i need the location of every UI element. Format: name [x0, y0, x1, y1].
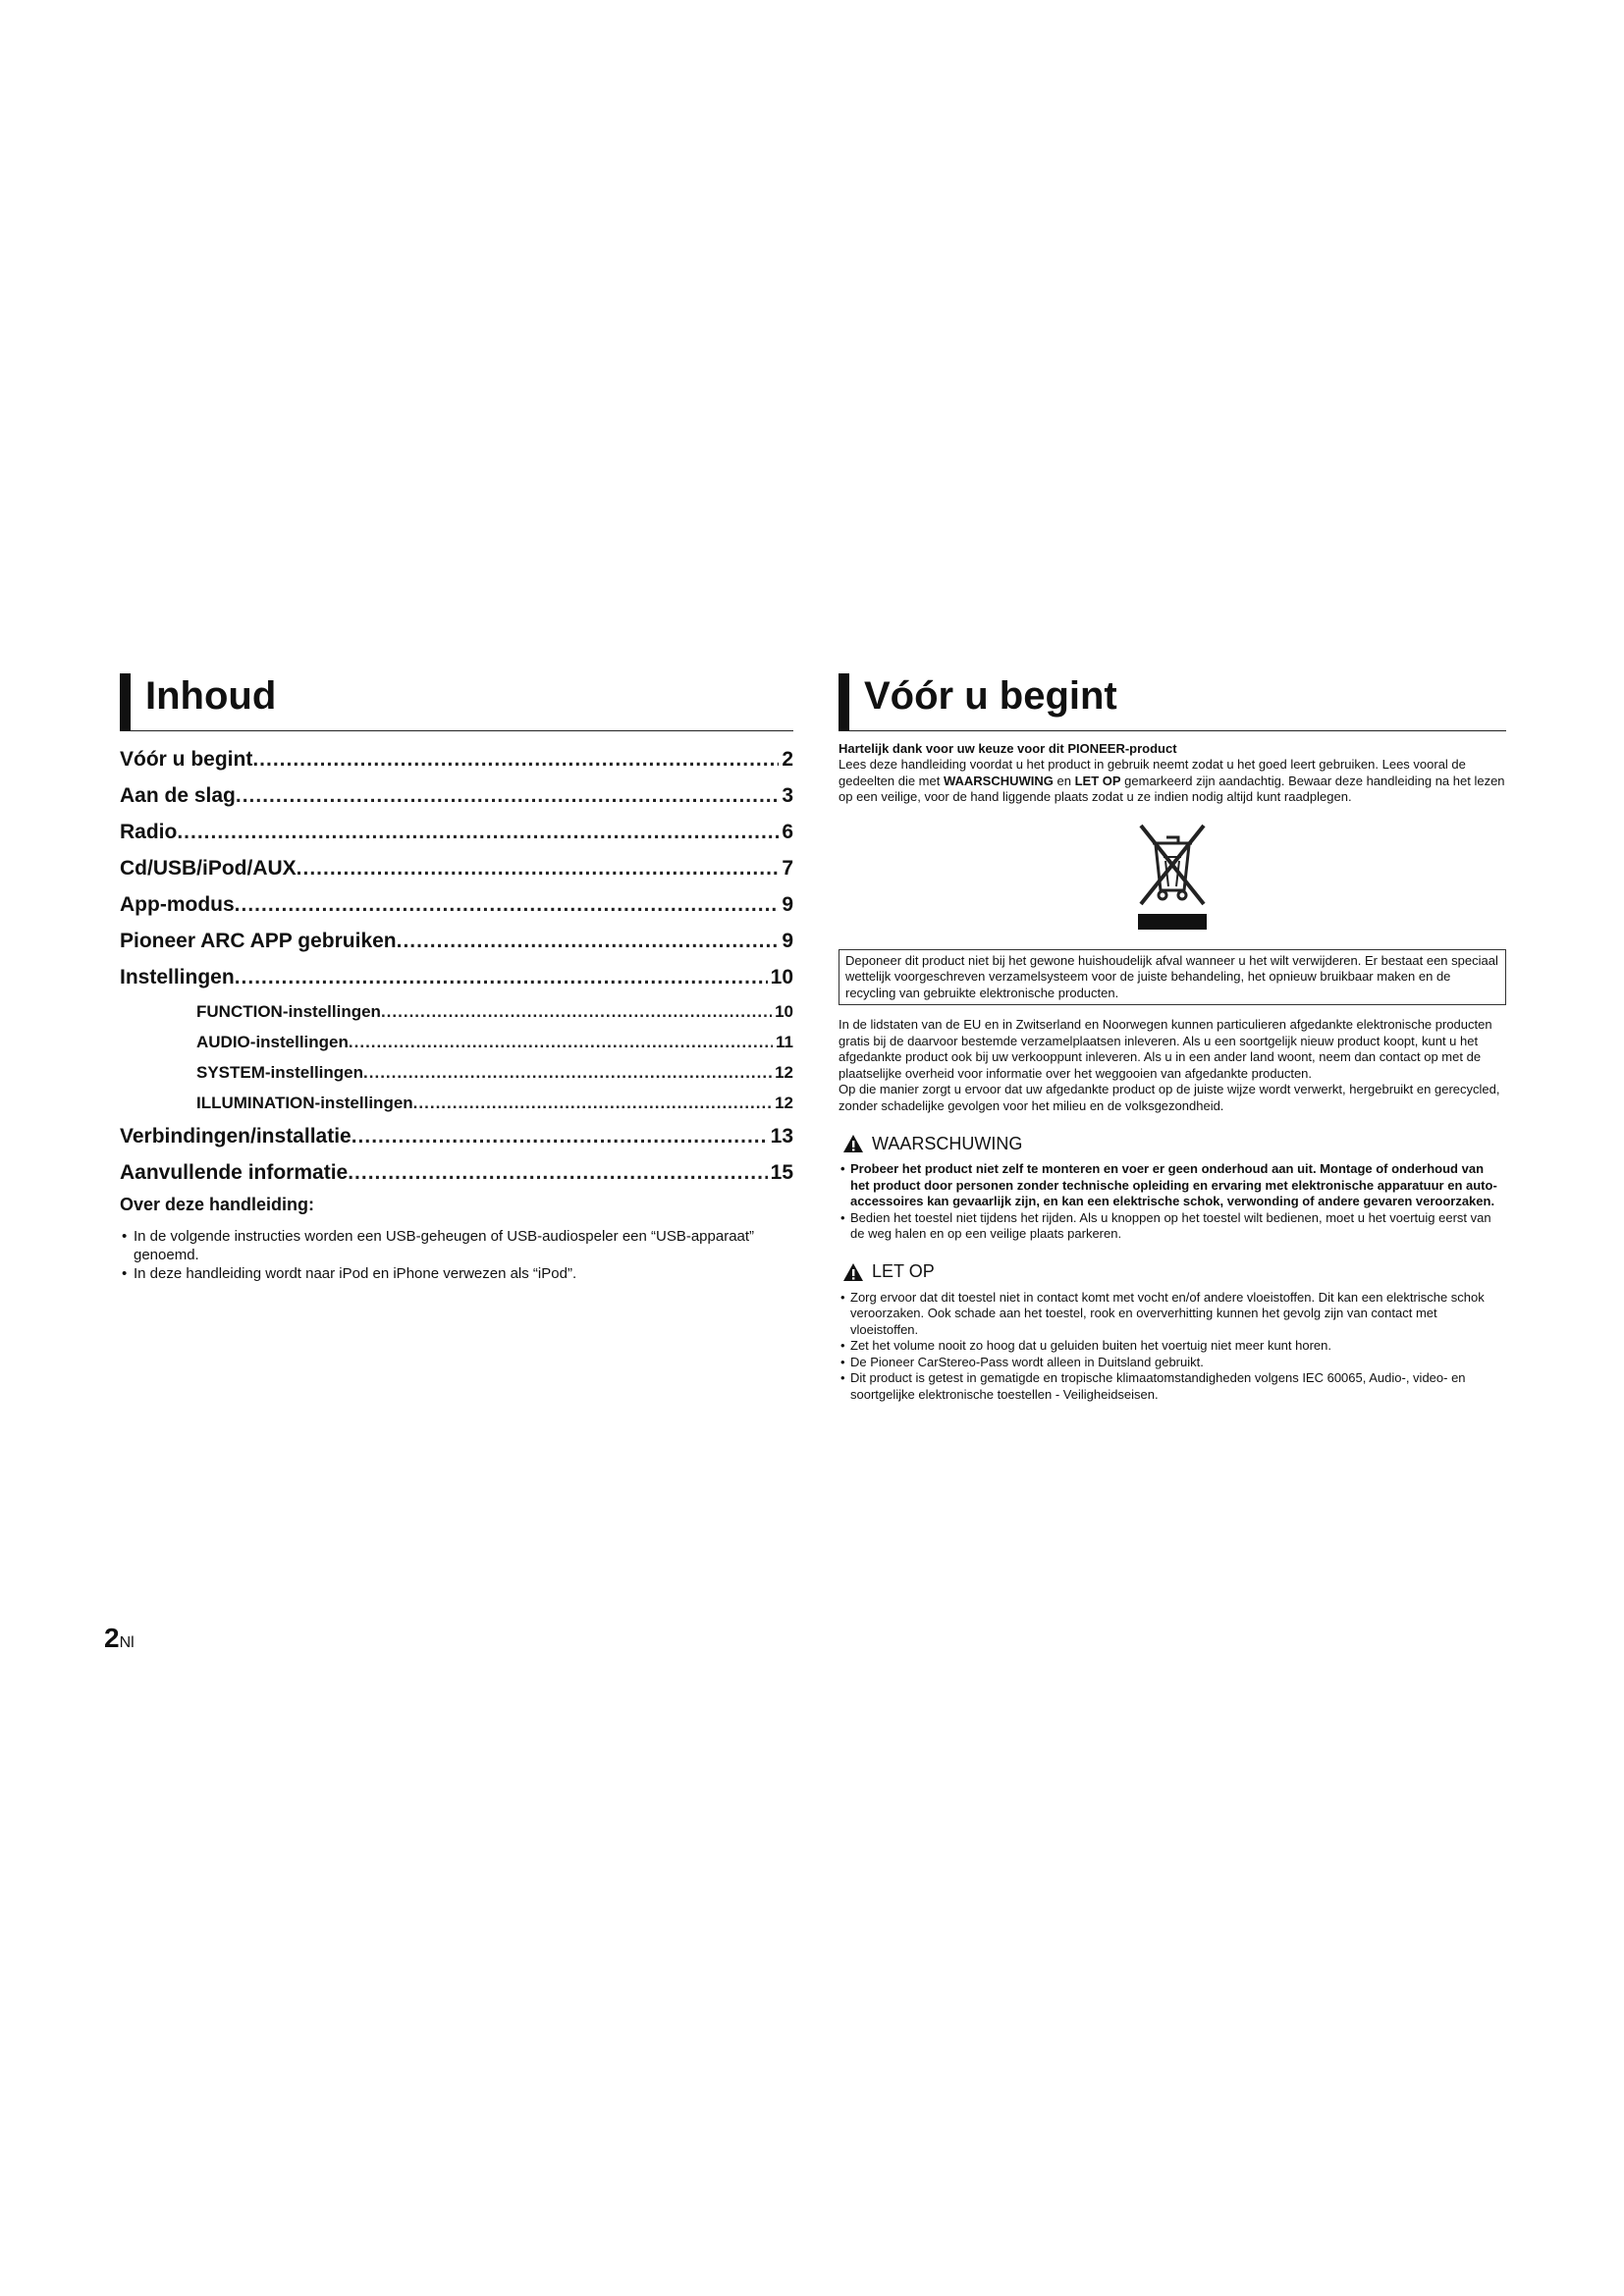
- toc-leader: [297, 850, 780, 886]
- warning-item: • Probeer het product niet zelf te monteren en voer er geen onderhoud aan uit. Montage of onderhoud van het product door personen zonder technische opleiding en ervaring met elektronische apparatuur en auto-accessoires kan gevaarlijk zijn, en kan een elektrische schok, verwonding of andere gevaren veroorzaken.: [839, 1161, 1506, 1210]
- toc-entry-page: 9: [782, 930, 793, 952]
- before-title: Vóór u begint: [864, 674, 1117, 718]
- toc-subentry-page: 12: [775, 1094, 793, 1112]
- toc-entry-page: 2: [782, 748, 793, 771]
- toc-entry-title: Cd/USB/iPod/AUX: [120, 857, 297, 880]
- language-suffix: Nl: [119, 1634, 135, 1651]
- toc-entry-title: Pioneer ARC APP gebruiken: [120, 930, 397, 952]
- toc-list: [120, 741, 793, 1191]
- toc-subentry-title: AUDIO-instellingen: [196, 1033, 349, 1051]
- warning-heading: [842, 1132, 1506, 1155]
- toc-subentry-title: ILLUMINATION-instellingen: [196, 1094, 413, 1112]
- intro-caution-term: LET OP: [1074, 773, 1121, 788]
- toc-entry[interactable]: [120, 850, 793, 886]
- toc-leader: [363, 1057, 772, 1088]
- toc-column: [120, 671, 793, 1283]
- toc-subentry-title: SYSTEM-instellingen: [196, 1063, 364, 1082]
- toc-leader: [349, 1027, 773, 1057]
- toc-entry[interactable]: [120, 1118, 793, 1154]
- about-manual-title: Over deze handleiding:: [120, 1195, 315, 1214]
- toc-leader: [235, 886, 780, 923]
- intro-text: en: [1053, 773, 1075, 788]
- toc-entry-title: Radio: [120, 821, 178, 843]
- intro-paragraph: [839, 757, 1506, 806]
- toc-entry-title: Vóór u begint: [120, 748, 253, 771]
- toc-entry-page: 15: [770, 1161, 793, 1184]
- toc-leader: [397, 923, 780, 959]
- about-note: • In deze handleiding wordt naar iPod en iPhone verwezen als “iPod”.: [120, 1264, 793, 1283]
- toc-subentry-title: FUNCTION-instellingen: [196, 1002, 381, 1021]
- caution-item: • De Pioneer CarStereo-Pass wordt alleen in Duitsland gebruikt.: [839, 1355, 1506, 1371]
- toc-leader: [177, 814, 779, 850]
- toc-entry[interactable]: [120, 959, 793, 996]
- intro-title: Hartelijk dank voor uw keuze voor dit PIONEER-product: [839, 741, 1177, 756]
- toc-leader: [236, 777, 779, 814]
- toc-entry-title: App-modus: [120, 893, 235, 916]
- toc-entry-page: 9: [782, 893, 793, 916]
- caution-item: • Zet het volume nooit zo hoog dat u geluiden buiten het voertuig niet meer kunt horen.: [839, 1338, 1506, 1355]
- toc-entry[interactable]: [120, 923, 793, 959]
- toc-leader: [381, 996, 772, 1027]
- weee-symbol: [839, 818, 1506, 935]
- toc-leader: [352, 1118, 768, 1154]
- caution-heading: [842, 1260, 1506, 1284]
- toc-leader: [252, 741, 779, 777]
- toc-subentry[interactable]: [120, 1027, 793, 1057]
- toc-subentry[interactable]: [120, 1088, 793, 1118]
- toc-entry[interactable]: [120, 886, 793, 923]
- toc-entry[interactable]: [120, 1154, 793, 1191]
- page-number: [104, 1623, 135, 1654]
- warning-item: • Bedien het toestel niet tijdens het rijden. Als u knoppen op het toestel wilt bedienen, moet u het voertuig eerst van de weg halen en op een veilige plaats parkeren.: [839, 1210, 1506, 1243]
- toc-entry[interactable]: [120, 741, 793, 777]
- caution-title: LET OP: [872, 1261, 935, 1281]
- toc-subentry-page: 11: [776, 1033, 793, 1051]
- toc-entry-title: Aanvullende informatie: [120, 1161, 349, 1184]
- toc-title: Inhoud: [145, 674, 277, 718]
- heading-bar: [839, 673, 849, 730]
- intro-text: gemarkeerd zijn aandachtig. Bewaar deze handleiding na het lezen op een veilige, voor de hand liggende plaats zodat u ze indien nodig altijd kunt raadplegen.: [839, 773, 1505, 804]
- intro-warning-term: WAARSCHUWING: [943, 773, 1054, 788]
- toc-entry-title: Verbindingen/installatie: [120, 1125, 352, 1148]
- before-you-begin-column: [839, 671, 1506, 1403]
- toc-entry[interactable]: [120, 814, 793, 850]
- toc-entry-page: 10: [770, 966, 793, 988]
- heading-bar: [120, 673, 131, 730]
- caution-triangle-icon: [842, 1262, 864, 1282]
- toc-entry-title: Instellingen: [120, 966, 235, 988]
- toc-subentry-page: 12: [775, 1063, 793, 1082]
- toc-entry-page: 7: [782, 857, 793, 880]
- toc-leader: [413, 1088, 772, 1118]
- toc-entry-page: 13: [770, 1125, 793, 1148]
- toc-entry-title: Aan de slag: [120, 784, 236, 807]
- caution-item: • Dit product is getest in gematigde en tropische klimaatomstandigheden volgens IEC 60065, Audio-, video- en soortgelijke elektronische toestellen - Veiligheidseisen.: [839, 1370, 1506, 1403]
- page-number-value: 2: [104, 1623, 120, 1653]
- toc-subentry[interactable]: [120, 996, 793, 1027]
- toc-leader: [348, 1154, 767, 1191]
- eu-collection-paragraph-2: Op die manier zorgt u ervoor dat uw afgedankte product op de juiste wijze wordt verwerkt, hergebruikt en gerecycled, zonder schadelijke gevolgen voor het milieu en de volksgezondheid.: [839, 1082, 1500, 1113]
- about-manual-notes: [120, 1227, 793, 1283]
- crossed-bin-icon: [1133, 818, 1212, 932]
- toc-leader: [235, 959, 768, 995]
- disposal-text: Deponeer dit product niet bij het gewone huishoudelijk afval wanneer u het wilt verwijderen. Er bestaat een speciaal wettelijk voorgeschreven verzamelsysteem voor de juiste behandeling, het opnieuw bruikbaar maken en de recycling van gebruikte elektronische producten.: [845, 952, 1498, 1000]
- intro-text: Lees deze handleiding voordat u het product in gebruik neemt zodat u het goed leert gebruiken. Lees vooral de gedeelten die met: [839, 757, 1466, 788]
- toc-subentry[interactable]: [120, 1057, 793, 1088]
- toc-entry[interactable]: [120, 777, 793, 814]
- eu-collection-paragraph: In de lidstaten van de EU en in Zwitserland en Noorwegen kunnen particulieren afgedankte elektronische producten gratis bij de daarvoor bestemde verzamelplaatsen inleveren. Als u een soortgelijk nieuw product koopt, kunt u het afgedankte product ook bij uw verkooppunt inleveren. Als u in een ander land woont, neem dan contact op met de plaatselijke overheid voor informatie over het weggooien van afgedankte producten.: [839, 1017, 1492, 1081]
- caution-item: • Zorg ervoor dat dit toestel niet in contact komt met vocht en/of andere vloeistoffen. Dit kan een elektrische schok veroorzaken. Ook schade aan het toestel, rook en oververhitting kunnen het gevolg zijn van contact met vloeistoffen.: [839, 1290, 1506, 1339]
- toc-entry-page: 6: [782, 821, 793, 843]
- warning-title: WAARSCHUWING: [872, 1133, 1023, 1153]
- warning-triangle-icon: [842, 1134, 864, 1153]
- before-header: [839, 671, 1506, 731]
- disposal-notice-box: [839, 949, 1506, 1006]
- toc-subentry-page: 10: [775, 1002, 793, 1021]
- toc-entry-page: 3: [782, 784, 793, 807]
- about-note: • In de volgende instructies worden een USB-geheugen of USB-audiospeler een “USB-apparaat” genoemd.: [120, 1227, 793, 1264]
- toc-header: [120, 671, 793, 731]
